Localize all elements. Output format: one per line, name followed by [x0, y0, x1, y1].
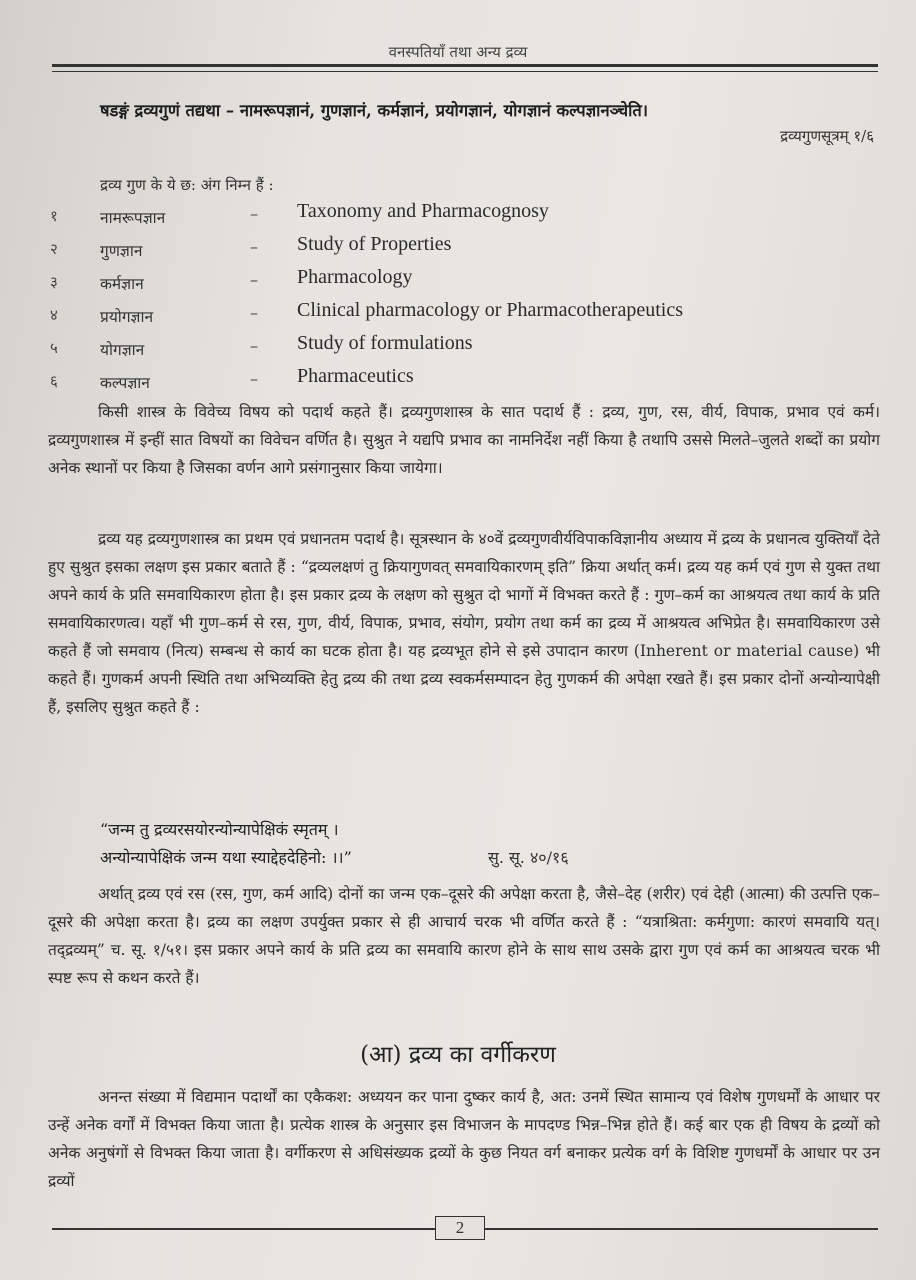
section-heading: (आ) द्रव्य का वर्गीकरण [360, 1042, 556, 1068]
limbs-list [50, 198, 880, 396]
list-item [50, 330, 880, 363]
sanskrit-verse: षडङ्गं द्रव्यगुणं तद्यथा – नामरूपज्ञानं, गुणज्ञानं, कर्मज्ञानं, प्रयोगज्ञानं, योगज्ञानं कल्पज्ञानञ्चेति। [100, 101, 649, 120]
list-item [50, 264, 880, 297]
list-dash: – [250, 369, 258, 388]
paragraph-text: किसी शास्त्र के विवेच्य विषय को पदार्थ कहते हैं। द्रव्यगुणशास्त्र के सात पदार्थ हैं : द्रव्य, गुण, रस, वीर्य, विपाक, प्रभाव एवं कर्म। द्रव्यगुणशास्त्र में इन्हीं सात विषयों का विवेचन वर्णित है। सुश्रुत ने यद्यपि प्रभाव का नामनिर्देश नहीं किया है तथापि उससे मिलते–जुलते शब्दों का प्रयोग अनेक स्थानों पर किया है जिसका वर्णन आगे प्रसंगानुसार किया जायेगा। [48, 403, 880, 477]
list-english-term: Taxonomy and Pharmacognosy [297, 200, 549, 222]
shloka-line-2: अन्योन्यापेक्षिकं जन्म यथा स्याद्देहदेहिनो: ।।” [100, 848, 352, 867]
list-english-term: Study of formulations [297, 332, 473, 354]
list-number: ३ [50, 273, 58, 291]
list-item [50, 297, 880, 330]
paragraph-text: अनन्त संख्या में विद्यमान पदार्थों का एकैकश: अध्ययन कर पाना दुष्कर कार्य है, अत: उनमें स्थित सामान्य एवं विशेष गुणधर्मों के आधार पर उन्हें अनेक वर्गों में विभक्त किया जाता है। प्रत्येक शास्त्र के अनुसार इस विभाजन के मापदण्ड भिन्न–भिन्न होते हैं। कई बार एक ही विषय के द्रव्यों को अनेक अनुषंगों से विभक्त किया जाता है। वर्गीकरण से अधिसंख्यक द्रव्यों के कुछ नियत वर्ग बनाकर प्रत्येक वर्ग के विशिष्ट गुणधर्मों के आधार पर उन द्रव्यों [48, 1088, 880, 1190]
page-number: 2 [435, 1216, 485, 1240]
list-english-term: Clinical pharmacology or Pharmacotherapeutics [297, 299, 683, 321]
footer-rule-left [52, 1228, 435, 1230]
list-dash: – [250, 270, 258, 289]
list-dash: – [250, 204, 258, 223]
list-hindi-term: नामरूपज्ञान [100, 209, 166, 227]
paragraph-padarth [48, 398, 880, 482]
paragraph-text: अर्थात् द्रव्य एवं रस (रस, गुण, कर्म आदि) दोनों का जन्म एक–दूसरे की अपेक्षा करता है, जैसे–देह (शरीर) एवं देही (आत्मा) की उत्पत्ति एक–दूसरे की अपेक्षा करता है। द्रव्य का लक्षण उपर्युक्त प्रकार से ही आचार्य चरक भी वर्णित करते हैं : “यत्राश्रिता: कर्मगुणा: कारणं समवायि यत्। तद्द्रव्यम्” च. सू. १/५१। इस प्रकार अपने कार्य के प्रति द्रव्य का समवायि कारण होने के साथ साथ उसके द्वारा गुण एवं कर्म का आश्रयत्व चरक भी स्पष्ट रूप से कथन करते हैं। [48, 885, 880, 987]
list-dash: – [250, 237, 258, 256]
list-hindi-term: प्रयोगज्ञान [100, 308, 154, 326]
list-number: ६ [50, 372, 58, 390]
list-item [50, 363, 880, 396]
list-hindi-term: गुणज्ञान [100, 242, 143, 260]
header-rule-thin [52, 71, 878, 72]
verse-reference: द्रव्यगुणसूत्रम् १/६ [780, 127, 874, 145]
list-english-term: Pharmacology [297, 266, 413, 288]
shloka-line-1: “जन्म तु द्रव्यरसयोरन्योन्यापेक्षिकं स्मृतम् । [100, 820, 339, 839]
list-item [50, 198, 880, 231]
list-english-term: Pharmaceutics [297, 365, 414, 387]
list-english-term: Study of Properties [297, 233, 452, 255]
list-item [50, 231, 880, 264]
list-dash: – [250, 303, 258, 322]
running-head: वनस्पतियाँ तथा अन्य द्रव्य [388, 43, 528, 61]
list-number: १ [50, 207, 58, 225]
paragraph-dravya-lakshan [48, 525, 880, 721]
footer-rule-right [485, 1228, 878, 1230]
paragraph-classification [48, 1083, 880, 1195]
list-number: २ [50, 240, 58, 258]
list-dash: – [250, 336, 258, 355]
list-hindi-term: योगज्ञान [100, 341, 145, 359]
shloka-reference: सु. सू. ४०/१६ [488, 848, 569, 867]
header-rule-thick [52, 64, 878, 67]
paragraph-text: द्रव्य यह द्रव्यगुणशास्त्र का प्रथम एवं प्रधानतम पदार्थ है। सूत्रस्थान के ४०वें द्रव्यगुणवीर्यविपाकविज्ञानीय अध्याय में द्रव्य के प्रधानत्व युक्तियाँ देते हुए सुश्रुत इसका लक्षण इस प्रकार बताते हैं : “द्रव्यलक्षणं तु क्रियागुणवत् समवायिकारणम् इति” क्रिया अर्थात् कर्म। द्रव्य यह कर्म एवं गुण से युक्त तथा अपने कार्य के प्रति समवायिकारण होता है। इस प्रकार द्रव्य के लक्षण को सुश्रुत दो भागों में विभक्त करते हैं : गुण–कर्म का आश्रयत्व तथा कार्य के प्रति समवायिकारणत्व। यहाँ भी गुण–कर्म से रस, गुण, वीर्य, विपाक, प्रभाव, संयोग, प्रयोग तथा कर्म का द्रव्य में आश्रयत्व अभिप्रेत है। समवायिकारण उसे कहते हैं जो समवाय (नित्य) सम्बन्ध से कार्य का घटक होता है। यह द्रव्यभूत होने से इसे उपादान कारण (Inherent or material cause) भी कहते हैं। गुणकर्म अपनी स्थिति तथा अभिव्यक्ति हेतु द्रव्य की तथा द्रव्य स्वकर्मसम्पादन हेतु गुणकर्म की अपेक्षा रखते हैं। इस प्रकार दोनों अन्योन्यापेक्षी हैं, इसलिए सुश्रुत कहते हैं : [48, 530, 880, 716]
paragraph-explanation [48, 880, 880, 992]
list-hindi-term: कर्मज्ञान [100, 275, 144, 293]
list-number: ४ [50, 306, 58, 324]
list-hindi-term: कल्पज्ञान [100, 374, 150, 392]
limbs-intro: द्रव्य गुण के ये छ: अंग निम्न हैं : [100, 176, 274, 194]
list-number: ५ [50, 339, 58, 357]
